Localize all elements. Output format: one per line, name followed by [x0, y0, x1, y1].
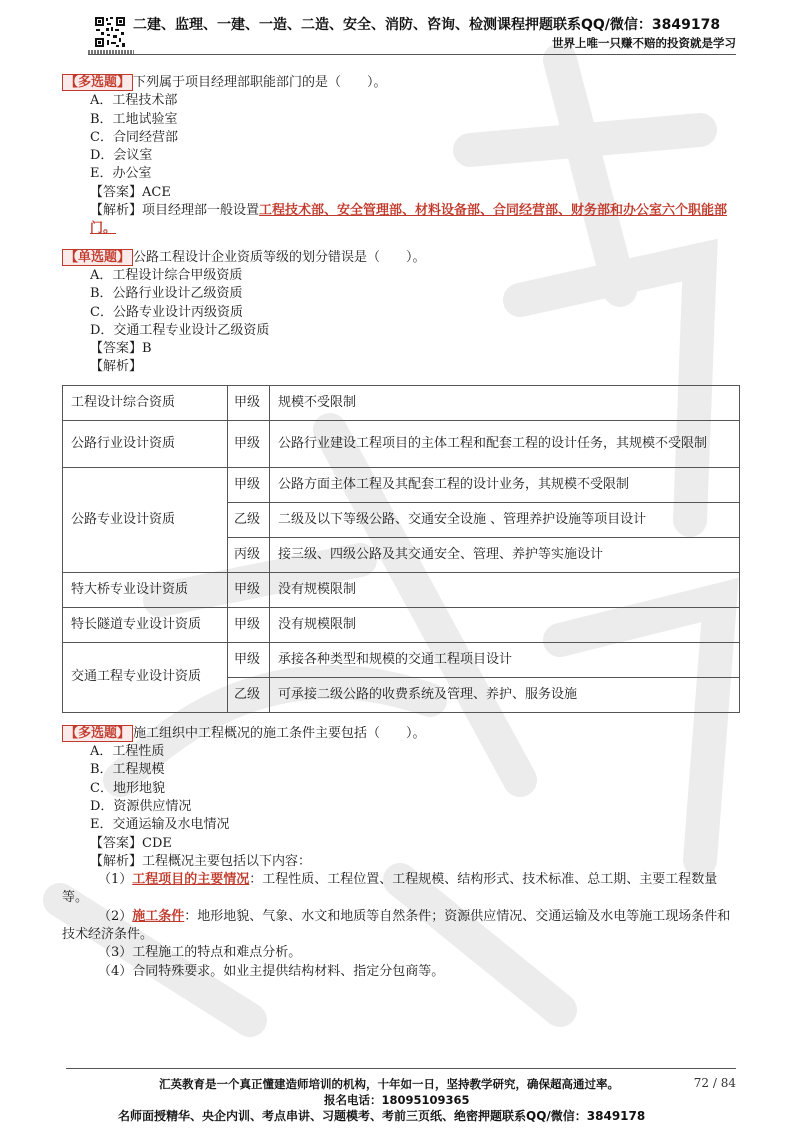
option-a: A．工程设计综合甲级资质: [90, 267, 243, 283]
table-row: [63, 642, 740, 677]
table-row: [63, 607, 740, 642]
footer-divider: [66, 1068, 736, 1069]
option-d: D．会议室: [90, 148, 153, 164]
option-c: C．合同经营部: [90, 129, 178, 145]
option-b: B．公路行业设计乙级资质: [90, 286, 243, 302]
answer: 【答案】ACE: [90, 184, 171, 200]
question-1: [62, 74, 742, 239]
footer-contact-line: 名师面授精华、央企内训、考点串讲、习题模考、考前三页纸、绝密押题联系QQ/微信：3849178: [118, 1109, 646, 1123]
question-2: [62, 249, 742, 713]
question-3: [62, 725, 742, 981]
table-cell-grade: 甲级: [228, 607, 270, 642]
table-cell-grade: 甲级: [228, 467, 270, 502]
table-cell-name: 特长隧道专业设计资质: [63, 607, 228, 642]
header-contact-line: 二建、监理、一建、一造、二造、安全、消防、咨询、检测课程押题联系QQ/微信：3849178: [133, 17, 721, 33]
point-keyword: 施工条件: [132, 908, 185, 924]
question-stem: 下列属于项目经理部职能部门的是（ ）。: [133, 75, 387, 90]
table-cell-name: 特大桥专业设计资质: [63, 572, 228, 607]
table-cell-grade: 甲级: [228, 572, 270, 607]
point-number: （1）: [98, 872, 133, 888]
header-divider: [88, 54, 736, 55]
option-d: D．交通工程专业设计乙级资质: [90, 322, 270, 338]
table-cell-scope: 公路方面主体工程及其配套工程的设计业务，其规模不受限制: [270, 467, 740, 502]
option-b: B．工地试验室: [90, 111, 178, 127]
analysis-intro: 【解析】工程概况主要包括以下内容：: [90, 853, 312, 869]
table-cell-name: 公路专业设计资质: [63, 467, 228, 572]
table-cell-name: 交通工程专业设计资质: [63, 642, 228, 712]
table-cell-grade: 乙级: [228, 502, 270, 537]
point-keyword: 工程项目的主要情况: [132, 872, 250, 888]
option-b: B．工程规模: [90, 762, 165, 778]
analysis-prefix: 【解析】项目经理部一般设置: [90, 203, 260, 219]
analysis-label: 【解析】: [90, 359, 143, 375]
point-text: ：工程性质、工程位置、工程规模、结构形式、技术标准、总工期、主要工程数量等。: [62, 872, 718, 906]
table-row: [63, 420, 740, 467]
table-cell-scope: 可承接二级公路的收费系统及管理、养护、服务设施: [270, 677, 740, 712]
table-cell-name: 工程设计综合资质: [63, 385, 228, 420]
page-number: 72 / 84: [693, 1076, 736, 1090]
table-cell-scope: 公路行业建设工程项目的主体工程和配套工程的设计任务，其规模不受限制: [270, 420, 740, 467]
table-cell-grade: 乙级: [228, 677, 270, 712]
option-c: C．地形地貌: [90, 780, 165, 796]
qr-code-icon: [94, 16, 126, 48]
option-e: E．交通运输及水电情况: [90, 817, 230, 833]
qualification-table: [62, 385, 740, 713]
footer-slogan: 汇英教育是一个真正懂建造师培训的机构，十年如一日，坚持教学研究，确保超高通过率。: [159, 1077, 619, 1091]
analysis-point-2: [62, 908, 742, 945]
question-stem: 施工组织中工程概况的施工条件主要包括（ ）。: [133, 725, 426, 741]
analysis: [62, 202, 742, 239]
analysis-point-3: （3）工程施工的特点和难点分析。: [98, 945, 302, 961]
analysis-highlight: 工程技术部、安全管理部、材料设备部、合同经营部、财务部和办公室六个职能部门。: [90, 203, 728, 237]
answer: 【答案】B: [90, 341, 152, 357]
table-row: [63, 572, 740, 607]
page-header: [0, 0, 800, 58]
table-cell-grade: 丙级: [228, 537, 270, 572]
question-stem: 公路工程设计企业资质等级的划分错误是（ ）。: [133, 249, 426, 265]
table-cell-name: 公路行业设计资质: [63, 420, 228, 467]
analysis-point-1: [62, 871, 742, 908]
option-d: D．资源供应情况: [90, 798, 192, 814]
option-c: C．公路专业设计丙级资质: [90, 304, 243, 320]
table-cell-scope: 接三级、四级公路及其交通安全、管理、养护等实施设计: [270, 537, 740, 572]
option-a: A．工程技术部: [90, 93, 178, 109]
table-cell-scope: 没有规模限制: [270, 572, 740, 607]
table-cell-scope: 二级及以下等级公路、交通安全设施 、管理养护设施等项目设计: [270, 502, 740, 537]
table-cell-grade: 甲级: [228, 642, 270, 677]
footer-phone: 报名电话：18095109365: [324, 1093, 470, 1107]
table-cell-grade: 甲级: [228, 385, 270, 420]
answer: 【答案】CDE: [90, 835, 172, 851]
table-cell-scope: 没有规模限制: [270, 607, 740, 642]
page-footer: [0, 1068, 800, 1132]
table-row: [63, 385, 740, 420]
header-slogan: 世界上唯一只赚不赔的投资就是学习: [552, 36, 736, 50]
table-cell-scope: 承接各种类型和规模的交通工程项目设计: [270, 642, 740, 677]
question-type-tag: 【多选题】: [62, 725, 133, 742]
point-text: ：地形地貌、气象、水文和地质等自然条件；资源供应情况、交通运输及水电等施工现场条件和技术经济条件。: [62, 908, 731, 943]
analysis-point-4: （4）合同特殊要求。如业主提供结构材料、指定分包商等。: [98, 963, 445, 979]
option-e: E．办公室: [90, 166, 152, 182]
question-type-tag: 【单选题】: [62, 249, 133, 266]
question-type-tag: 【多选题】: [62, 74, 133, 91]
page-content: [62, 74, 742, 981]
table-cell-grade: 甲级: [228, 420, 270, 467]
point-number: （2）: [98, 908, 133, 924]
table-cell-scope: 规模不受限制: [270, 385, 740, 420]
option-a: A．工程性质: [90, 744, 165, 760]
table-row: [63, 467, 740, 502]
